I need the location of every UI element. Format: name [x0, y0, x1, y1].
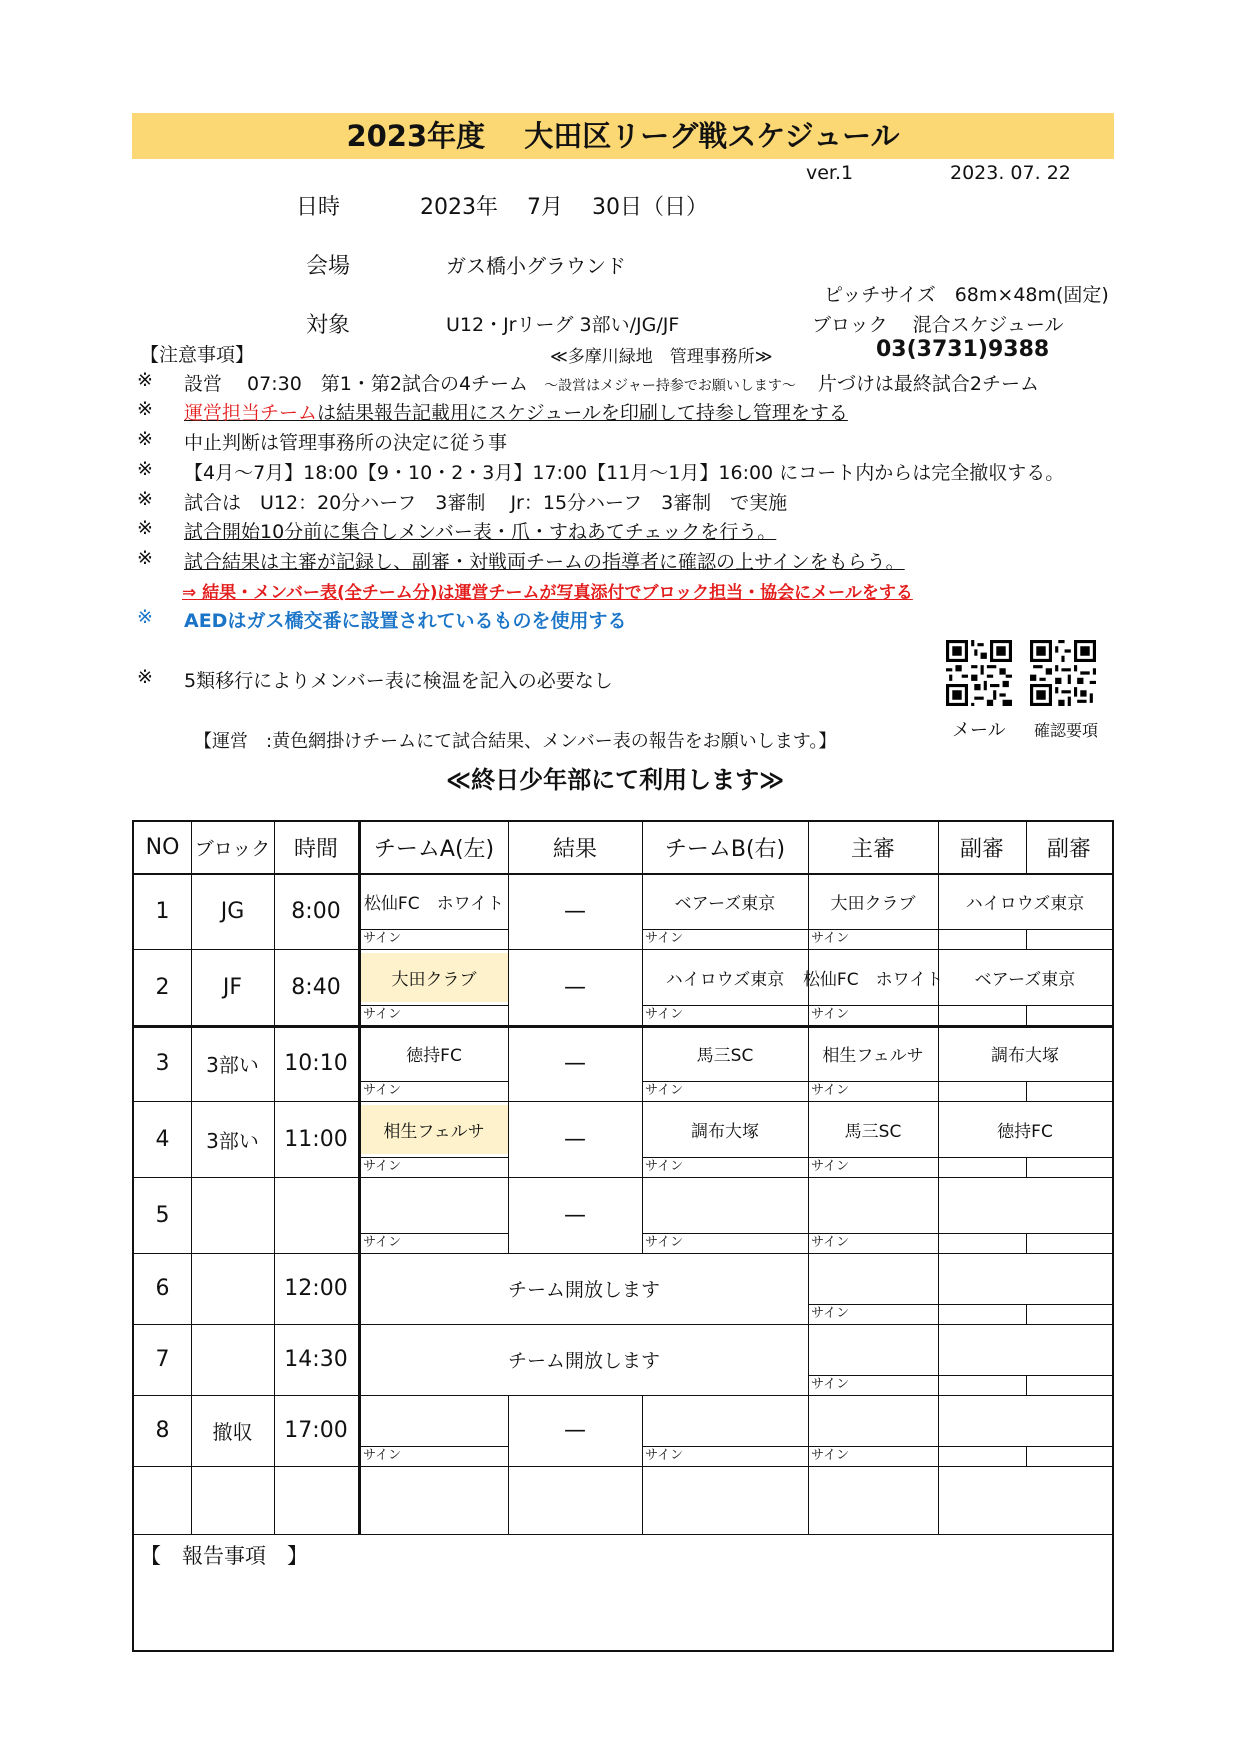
mail-qr-code[interactable] — [946, 640, 1012, 706]
row-time: 8:40 — [291, 974, 341, 1000]
note-mark: ※ — [137, 428, 153, 450]
note-9: AEDはガス橋交番に設置されているものを使用する — [184, 610, 627, 632]
col-header-team-a: チームA(左) — [373, 837, 495, 862]
note-2-text: は結果報告記載用にスケジュールを印刷して持参し管理をする — [317, 402, 848, 424]
sign-label: サイン — [645, 1448, 684, 1463]
row-referee: 大田クラブ — [830, 893, 916, 914]
row-block: JG — [220, 898, 245, 924]
sign-label: サイン — [645, 1083, 684, 1098]
row-block: 3部い — [206, 1052, 259, 1077]
note-mark: ※ — [137, 606, 153, 628]
col-rule — [1026, 1005, 1027, 1025]
col-rule — [1026, 1375, 1027, 1395]
row-result: — — [564, 1126, 586, 1152]
page-title: 2023年度 大田区リーグ戦スケジュール — [132, 113, 1114, 159]
col-rule — [642, 1395, 643, 1534]
sign-label: サイン — [811, 931, 850, 946]
note-1 — [184, 369, 1039, 396]
row-team-a: 相生フェルサ — [383, 1121, 485, 1142]
sign-label: サイン — [811, 1235, 850, 1250]
row-result: — — [564, 898, 586, 924]
notes-label: 【注意事項】 — [140, 344, 255, 366]
row-team-a: 松仙FC ホワイト — [363, 893, 505, 914]
note-mark: ※ — [137, 369, 153, 391]
row-referee: 馬三SC — [844, 1121, 902, 1142]
row-team-a: 大田クラブ — [391, 969, 477, 990]
row-team-b: ハイロウズ東京 — [665, 969, 785, 990]
sign-rule — [642, 1446, 1112, 1447]
note-1-tail: 片づけは最終試合2チーム — [817, 373, 1039, 395]
col-header-assistant-1: 副審 — [959, 837, 1004, 862]
row-assistant: 徳持FC — [997, 1121, 1053, 1142]
sign-label: サイン — [363, 1235, 402, 1250]
col-header-team-b: チームB(右) — [664, 837, 786, 862]
col-header-block: ブロック — [194, 838, 271, 860]
venue-label: 会場 — [306, 254, 351, 279]
note-mark: ※ — [137, 547, 153, 569]
sign-label: サイン — [363, 1159, 402, 1174]
row-block: 3部い — [206, 1128, 259, 1153]
sign-label: サイン — [811, 1306, 850, 1321]
block-text: ブロック 混合スケジュール — [812, 314, 1064, 336]
mail-label: メール — [952, 720, 1006, 741]
row-assistant: ベアーズ東京 — [974, 969, 1076, 990]
row-referee: 相生フェルサ — [822, 1045, 924, 1066]
row-team-b: 調布大塚 — [691, 1121, 759, 1142]
note-mark: ※ — [137, 666, 153, 688]
col-rule — [1026, 1157, 1027, 1177]
row-time: 14:30 — [284, 1347, 348, 1372]
date-label: 日時 — [296, 195, 341, 220]
note-10: 5類移行によりメンバー表に検温を記入の必要なし — [184, 670, 613, 692]
sign-label: サイン — [645, 1159, 684, 1174]
row-result: — — [564, 974, 586, 1000]
row-assistant: ハイロウズ東京 — [965, 893, 1085, 914]
col-rule — [1026, 1233, 1027, 1253]
row-rule — [134, 1534, 1112, 1535]
row-result: — — [564, 1202, 586, 1228]
team-open-note: チーム開放します — [507, 1350, 660, 1372]
venue-value: ガス橋小グラウンド — [446, 254, 626, 278]
operation-note: 【運営 :黄色網掛けチームにて試合結果、メンバー表の報告をお願いします。】 — [194, 731, 837, 752]
sign-rule — [642, 1081, 1112, 1082]
team-open-note: チーム開放します — [507, 1279, 660, 1301]
row-no: 7 — [155, 1347, 170, 1372]
report-label: 【 報告事項 】 — [140, 1544, 308, 1568]
col-header-no: NO — [145, 835, 180, 860]
row-no: 8 — [155, 1418, 170, 1443]
row-block: JF — [222, 974, 243, 1000]
sign-rule — [642, 1157, 1112, 1158]
row-no: 3 — [155, 1050, 170, 1076]
row-no: 2 — [155, 974, 170, 1000]
row-result: — — [564, 1050, 586, 1076]
row-time: 10:10 — [284, 1050, 348, 1076]
target-value: U12・Jrリーグ 3部い/JG/JF — [446, 314, 680, 336]
row-team-a: 徳持FC — [406, 1045, 462, 1066]
col-header-result: 結果 — [552, 837, 597, 862]
note-5: 試合は U12：20分ハーフ 3審制 Jr：15分ハーフ 3審制 で実施 — [184, 492, 788, 514]
all-day-note: ≪終日少年部にて利用します≫ — [446, 766, 785, 794]
row-team-b: ベアーズ東京 — [674, 893, 776, 914]
col-rule — [1026, 929, 1027, 949]
office-phone: 03(3731)9388 — [876, 337, 1050, 362]
note-8: ⇒ 結果・メンバー表(全チーム分)は運営チームが写真添付でブロック担当・協会にメールをする — [182, 583, 913, 603]
sign-rule — [642, 929, 1112, 930]
note-1-sub: ～設営はメジャー持参でお願いします～ — [544, 378, 796, 394]
sign-label: サイン — [811, 1083, 850, 1098]
col-rule — [1026, 1081, 1027, 1101]
check-qr-code[interactable] — [1030, 640, 1096, 706]
row-rule — [134, 1466, 1112, 1467]
check-label: 確認要項 — [1034, 721, 1099, 740]
note-mark: ※ — [137, 398, 153, 420]
note-mark: ※ — [137, 488, 153, 510]
doc-date: 2023. 07. 22 — [950, 162, 1071, 184]
note-3: 中止判断は管理事務所の決定に従う事 — [184, 432, 508, 454]
row-result: — — [564, 1418, 586, 1443]
target-label: 対象 — [306, 313, 351, 338]
sign-label: サイン — [363, 1007, 402, 1022]
note-mark: ※ — [137, 517, 153, 539]
row-no: 1 — [155, 898, 170, 924]
sign-label: サイン — [645, 1007, 684, 1022]
row-no: 6 — [155, 1276, 170, 1301]
col-header-referee: 主審 — [850, 837, 895, 862]
sign-rule — [642, 1005, 1112, 1006]
row-team-b: 馬三SC — [696, 1045, 754, 1066]
pitch-size: ピッチサイズ 68m×48m(固定) — [824, 284, 1109, 306]
note-1-main: 設営 07:30 第1・第2試合の4チーム — [184, 373, 529, 395]
schedule-table — [132, 820, 1114, 1652]
sign-label: サイン — [811, 1377, 850, 1392]
row-block: 撤収 — [212, 1420, 253, 1444]
col-header-time: 時間 — [293, 837, 338, 862]
row-no: 5 — [155, 1202, 170, 1228]
row-time: 12:00 — [284, 1276, 348, 1301]
col-rule — [1026, 1446, 1027, 1466]
row-time: 17:00 — [284, 1418, 348, 1443]
version: ver.1 — [806, 162, 854, 184]
sign-rule — [808, 1304, 1112, 1305]
sign-label: サイン — [645, 1235, 684, 1250]
sign-label: サイン — [811, 1007, 850, 1022]
sign-label: サイン — [811, 1159, 850, 1174]
note-2-highlight: 運営担当チーム — [184, 402, 318, 424]
note-6: 試合開始10分前に集合しメンバー表・爪・すねあてチェックを行う。 — [184, 521, 777, 543]
col-header-assistant-2: 副審 — [1046, 837, 1091, 862]
sign-label: サイン — [811, 1448, 850, 1463]
office-name: ≪多摩川緑地 管理事務所≫ — [550, 347, 773, 367]
sign-rule — [642, 1233, 1112, 1234]
col-rule — [1026, 1304, 1027, 1324]
row-referee: 松仙FC ホワイト — [802, 969, 944, 990]
sign-label: サイン — [363, 931, 402, 946]
sign-label: サイン — [363, 1083, 402, 1098]
row-time: 11:00 — [284, 1126, 348, 1152]
row-assistant: 調布大塚 — [991, 1045, 1059, 1066]
row-time: 8:00 — [291, 898, 341, 924]
row-no: 4 — [155, 1126, 170, 1152]
sign-label: サイン — [363, 1448, 402, 1463]
note-mark: ※ — [137, 458, 153, 480]
note-7: 試合結果は主審が記録し、副審・対戦両チームの指導者に確認の上サインをもらう。 — [184, 551, 905, 573]
note-4: 【4月～7月】18:00【9・10・2・3月】17:00【11月～1月】16:00 にコート内からは完全撤収する。 — [184, 462, 1065, 484]
date-value: 2023年 7月 30日（日） — [420, 195, 708, 220]
note-2 — [184, 398, 848, 425]
sign-label: サイン — [645, 931, 684, 946]
sign-rule — [808, 1375, 1112, 1376]
